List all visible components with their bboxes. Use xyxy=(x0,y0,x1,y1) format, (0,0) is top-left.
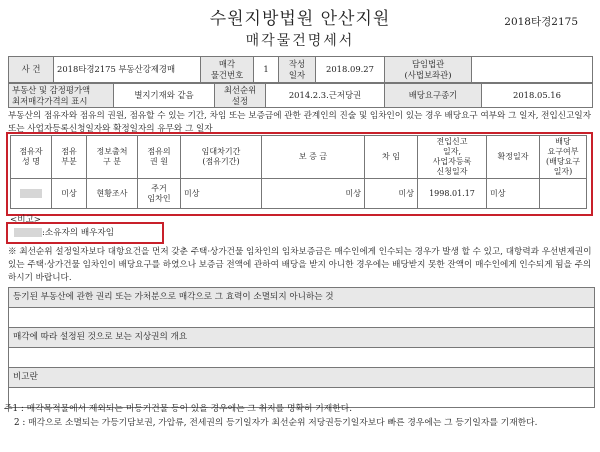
redacted-name-block xyxy=(20,189,42,198)
appraisal-label: 부동산 및 감정평가액 최저매각가격의 표시 xyxy=(9,84,114,108)
header-portion: 점유 부분 xyxy=(52,136,87,179)
remark-value: :소유자의 배우자임 xyxy=(42,228,115,238)
cell-move-in-date: 1998.01.17 xyxy=(418,179,487,209)
occupancy-notice: 부동산의 점유자와 점유의 권원, 점유할 수 있는 기간, 차임 또는 보증금에 관한 관계인의 진술 및 임차인이 있는 경우 배당요구 여부와 그 일자, 전입신고일자 또는 사업자등록신청일자와 확정일자의 유무와 그 일자 xyxy=(8,111,591,134)
cell-dividend-request xyxy=(540,179,587,209)
date-value: 2018.09.27 xyxy=(316,57,385,83)
case-value: 2018타경2175 부동산강제경매 xyxy=(54,57,201,83)
case-number: 2018타경2175 xyxy=(504,16,578,28)
appraisal-value: 별지기재와 같음 xyxy=(114,84,215,108)
deadline-value: 2018.05.16 xyxy=(482,84,593,108)
header-fixed-date: 확정일자 xyxy=(487,136,540,179)
footnote-1: 주1 : 매각목적물에서 제외되는 미등기건물 등이 있을 경우에는 그 취지를 명확히 기재한다. xyxy=(4,404,353,414)
deadline-label: 배당요구종기 xyxy=(385,84,482,108)
rights-sections xyxy=(8,287,595,408)
priority-label: 최선순위 설정 xyxy=(215,84,266,108)
cell-portion: 미상 xyxy=(52,179,87,209)
redacted-name-block xyxy=(14,228,42,237)
cell-source: 현황조사 xyxy=(87,179,138,209)
header-source: 정보출처 구 분 xyxy=(87,136,138,179)
cell-lease-period: 미상 xyxy=(181,179,262,209)
cell-deposit: 미상 xyxy=(262,179,365,209)
header-move-in-date: 전입신고 일자, 사업자등록 신청일자 xyxy=(418,136,487,179)
case-info-table xyxy=(8,56,593,83)
header-title: 점유의 권 원 xyxy=(138,136,181,179)
warning-text: ※ 최선순위 설정일자보다 대항요건을 먼저 갖춘 주택·상가건물 임차인의 임차보증금은 매수인에게 인수되는 경우가 발생 할 수 있고, 대항력과 우선변제권이 있는 주택·상가건물 임차인이 배당요구를 하였으나 보증금 전액에 관하여 배당을 받지 아니한 경우에는 배당받지 못한 잔액이 매수인에게 인수되게 됨을 주의하시기 바랍니다. xyxy=(8,247,592,283)
header-dividend-request: 배당 요구여부 (배당요구일자) xyxy=(540,136,587,179)
cell-fixed-date: 미상 xyxy=(487,179,540,209)
occupant-name xyxy=(11,179,52,209)
section-surface-rights-body xyxy=(9,348,594,368)
document-title: 매각물건명세서 xyxy=(245,33,355,49)
remark-label: <비고> xyxy=(10,215,42,225)
footnotes xyxy=(4,402,594,430)
remark-line xyxy=(14,226,114,238)
court-name: 수원지방법원 안산지원 xyxy=(209,9,391,29)
footnote-2: 2 : 매각으로 소멸되는 가등기담보권, 가압류, 전세권의 등기일자가 최선순위 저당권등기일자보다 빠른 경우에는 그 등기일자를 기재한다. xyxy=(14,418,538,429)
priority-value: 2014.2.3.근저당권 xyxy=(266,84,385,108)
case-label: 사 건 xyxy=(9,57,54,83)
header-deposit: 보 증 금 xyxy=(262,136,365,179)
judge-value xyxy=(472,57,593,83)
header-occupant: 점유자 성 명 xyxy=(11,136,52,179)
section-surface-rights: 매각에 따라 설정된 것으로 보는 지상권의 개요 xyxy=(9,328,594,348)
section-remarks: 비고란 xyxy=(9,368,594,388)
item-no-value: 1 xyxy=(254,57,279,83)
section-unextinguished-rights-body xyxy=(9,308,594,328)
cell-title: 주거 임차인 xyxy=(138,179,181,209)
header-rent: 차 임 xyxy=(365,136,418,179)
header-lease-period: 임대차기간 (점유기간) xyxy=(181,136,262,179)
occupancy-table xyxy=(10,135,587,209)
date-label: 작성 일자 xyxy=(279,57,316,83)
cell-rent: 미상 xyxy=(365,179,418,209)
item-no-label: 매각 물건번호 xyxy=(201,57,254,83)
section-unextinguished-rights: 등기된 부동산에 관한 권리 또는 가처분으로 매각으로 그 효력이 소멸되지 아니하는 것 xyxy=(9,288,594,308)
judge-label: 담임법관 (사법보좌관) xyxy=(385,57,472,83)
appraisal-table xyxy=(8,83,593,108)
